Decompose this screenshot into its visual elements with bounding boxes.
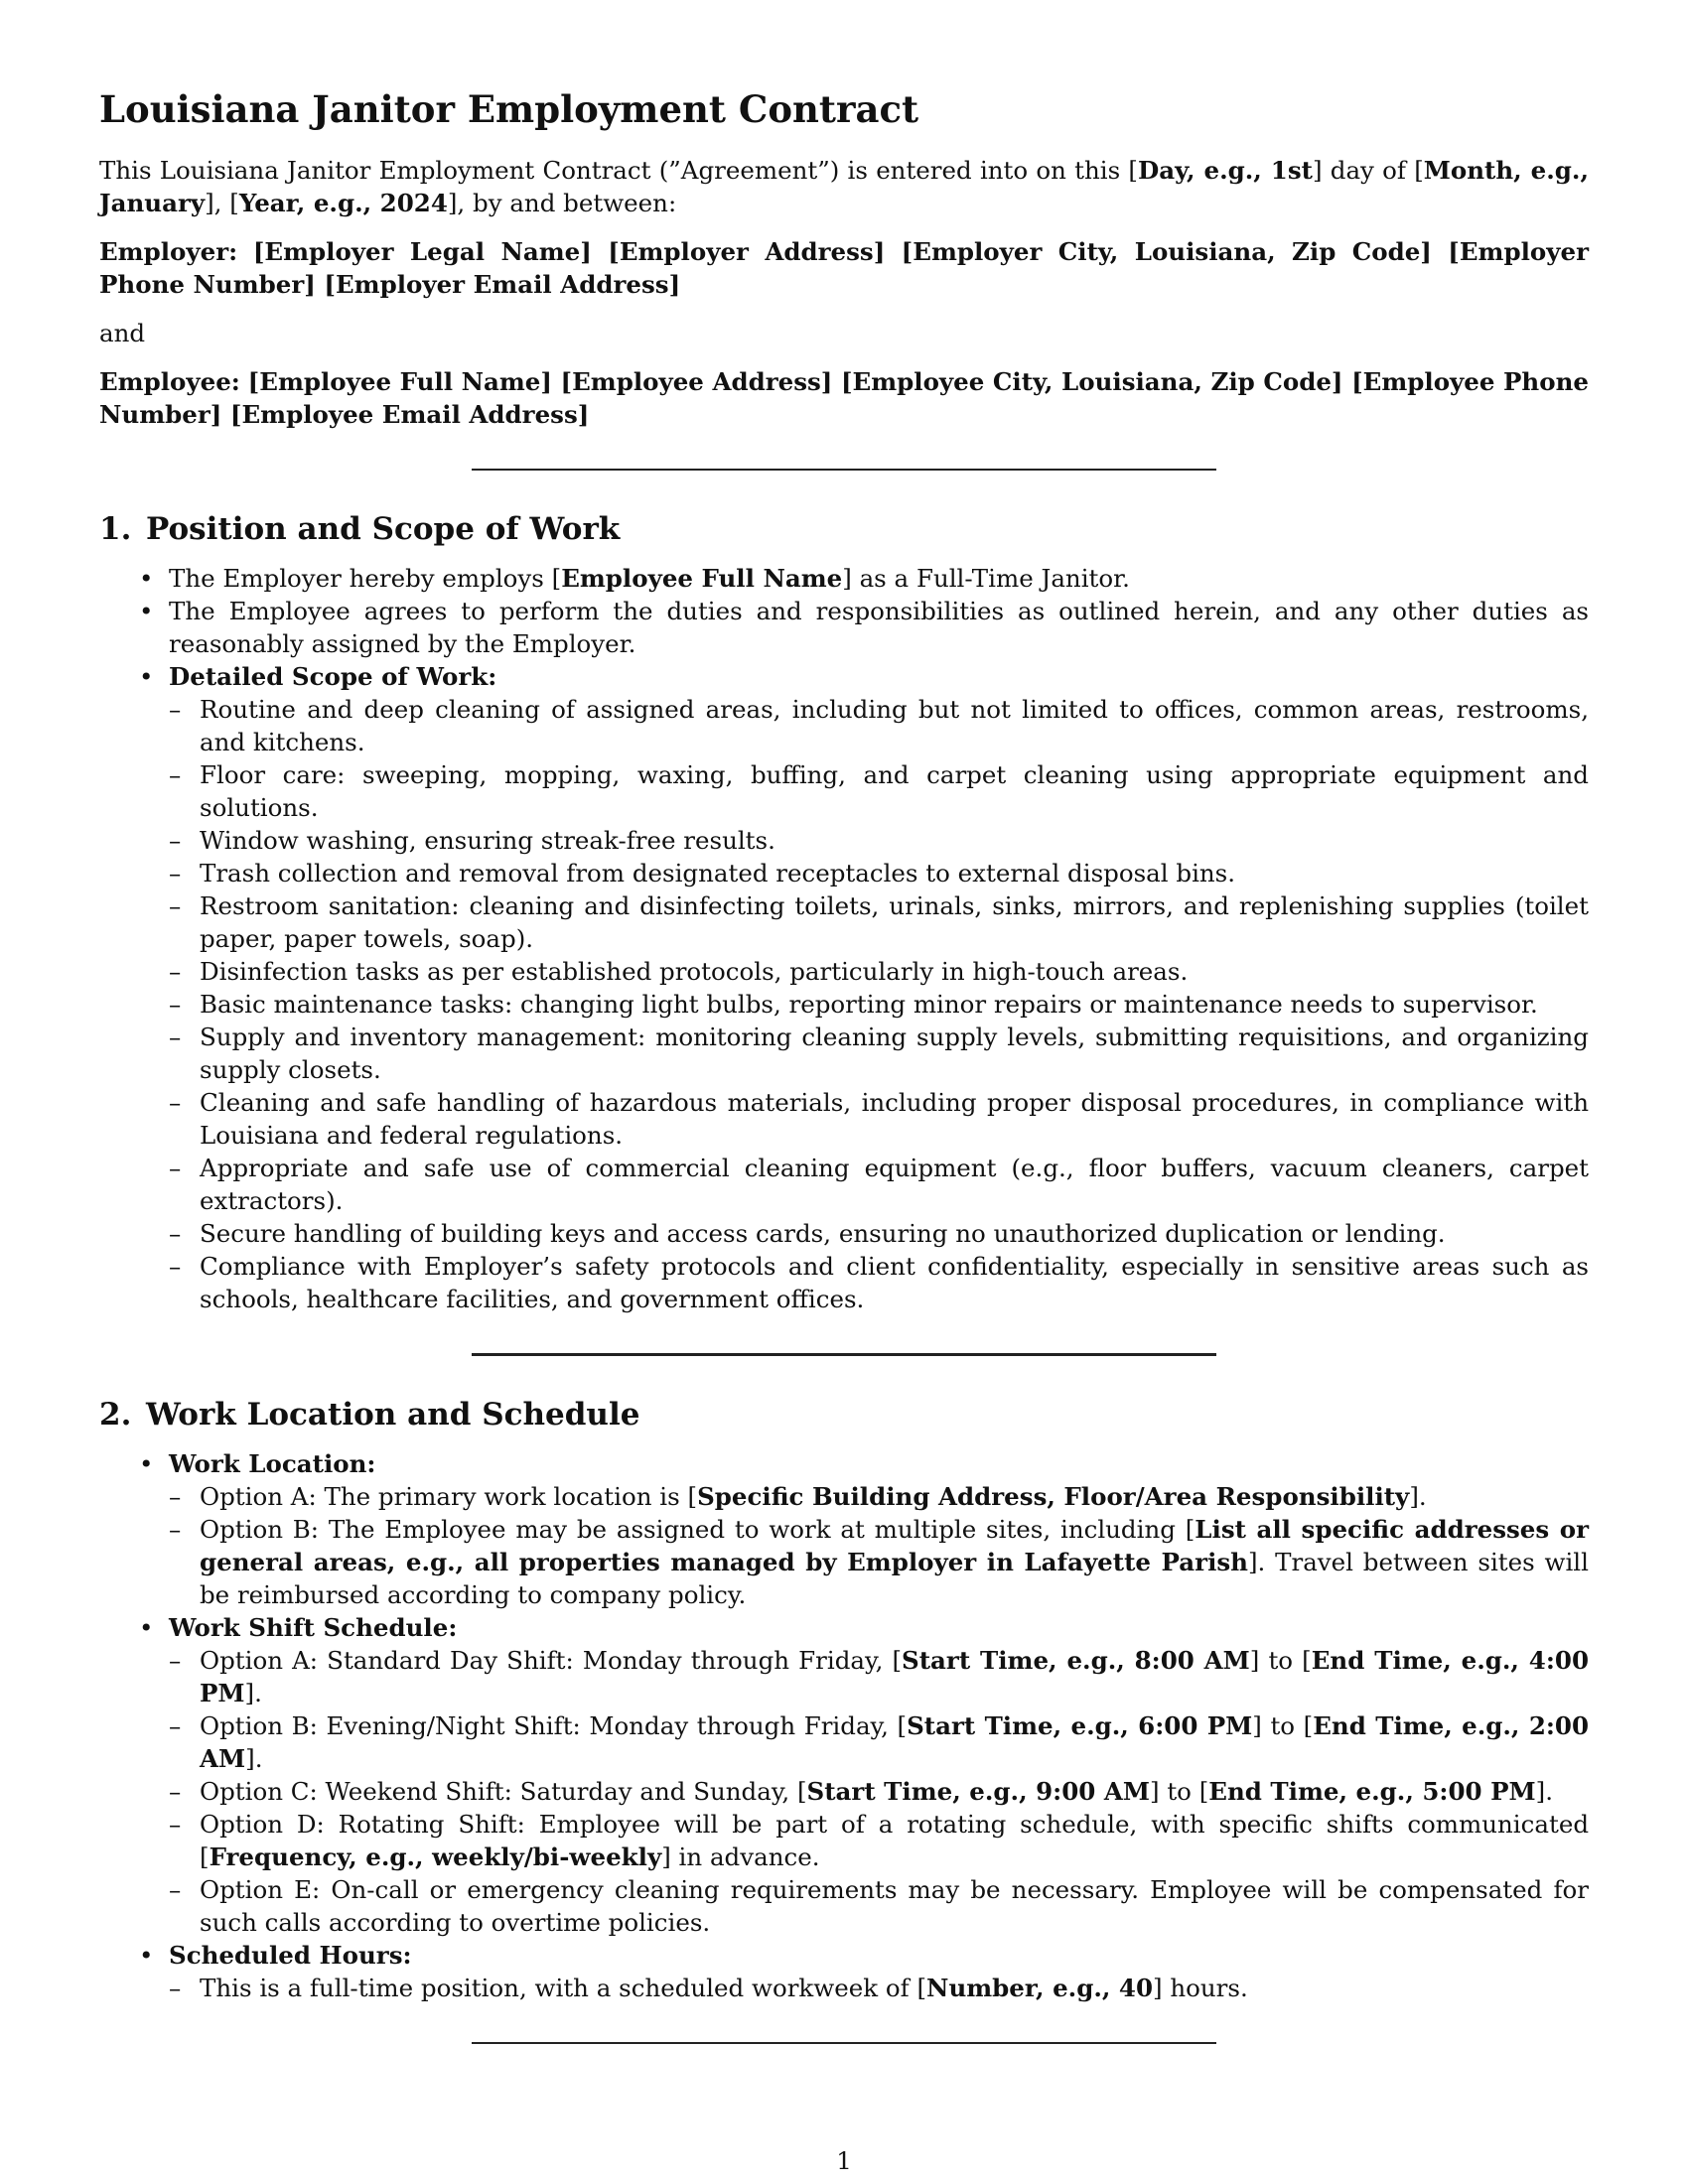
intro-paragraph: This Louisiana Janitor Employment Contract (”Agreement”) is entered into on this [Day, e.g., 1st] day of [Month, e.g., January], [Year, e.g., 2024], by and between: bbox=[99, 156, 1589, 217]
year-placeholder: Year, e.g., 2024 bbox=[238, 189, 448, 217]
scheduled-hours-list bbox=[169, 1972, 1589, 2004]
list-item: • The Employee agrees to perform the duties and responsibilities as outlined herein, and any other duties as reasonably assigned by the Employer. bbox=[99, 595, 1589, 660]
employee-label: Employee: bbox=[99, 367, 240, 396]
scheduled-hours-label: Scheduled Hours: bbox=[169, 1941, 412, 1970]
section-divider bbox=[472, 1353, 1216, 1356]
list-item: – Floor care: sweeping, mopping, waxing, buffing, and carpet cleaning using appropriate equipment and solutions. bbox=[139, 758, 1589, 824]
section-2-heading: 2. Work Location and Schedule bbox=[99, 1397, 640, 1433]
list-item: – Restroom sanitation: cleaning and disinfecting toilets, urinals, sinks, mirrors, and replenishing supplies (toilet paper, paper towels, soap). bbox=[139, 889, 1589, 955]
employee-fields: [Employee Full Name] [Employee Address] [Employee City, Louisiana, Zip Code] [Employee Phone Number] [Employee Email Address] bbox=[99, 367, 1589, 429]
section-1-heading: 1. Position and Scope of Work bbox=[99, 511, 621, 547]
list-item: – Option C: Weekend Shift: Saturday and Sunday, [Start Time, e.g., 9:00 AM] to [End Time, e.g., 5:00 PM]. bbox=[139, 1775, 1589, 1808]
work-location-label: Work Location: bbox=[169, 1449, 376, 1478]
list-item: – Routine and deep cleaning of assigned areas, including but not limited to offices, common areas, restrooms, and kitchens. bbox=[139, 693, 1589, 758]
list-item: • The Employer hereby employs [Employee Full Name] as a Full-Time Janitor. bbox=[99, 562, 1589, 595]
list-item bbox=[99, 660, 1589, 1315]
scope-of-work-label: Detailed Scope of Work: bbox=[169, 662, 497, 691]
list-item: – Appropriate and safe use of commercial cleaning equipment (e.g., floor buffers, vacuum cleaners, carpet extractors). bbox=[139, 1152, 1589, 1217]
list-item: – Window washing, ensuring streak-free results. bbox=[139, 824, 1589, 857]
section-divider bbox=[472, 469, 1216, 471]
list-item: – Cleaning and safe handling of hazardous materials, including proper disposal procedures, in compliance with Louisiana and federal regulations. bbox=[139, 1086, 1589, 1152]
list-item: – Supply and inventory management: monitoring cleaning supply levels, submitting requisitions, and organizing supply closets. bbox=[139, 1021, 1589, 1086]
section-2-list bbox=[99, 1447, 1589, 2004]
day-placeholder: Day, e.g., 1st bbox=[1138, 156, 1313, 185]
list-item: – Option A: The primary work location is [Specific Building Address, Floor/Area Responsibility]. bbox=[139, 1480, 1589, 1513]
list-item: – Option B: The Employee may be assigned to work at multiple sites, including [List all specific addresses or general areas, e.g., all properties managed by Employer in Lafayette Parish]. Travel between sites will be reimbursed according to company policy. bbox=[139, 1513, 1589, 1611]
work-shift-list bbox=[169, 1644, 1589, 1939]
section-divider bbox=[472, 2042, 1216, 2044]
employer-block bbox=[99, 235, 1589, 301]
list-item: – Option B: Evening/Night Shift: Monday through Friday, [Start Time, e.g., 6:00 PM] to [End Time, e.g., 2:00 AM]. bbox=[139, 1709, 1589, 1775]
work-shift-label: Work Shift Schedule: bbox=[169, 1613, 458, 1642]
list-item: – Option D: Rotating Shift: Employee will be part of a rotating schedule, with specific shifts communicated [Frequency, e.g., weekly/bi-weekly] in advance. bbox=[139, 1808, 1589, 1873]
list-item: – Secure handling of building keys and access cards, ensuring no unauthorized duplication or lending. bbox=[139, 1217, 1589, 1250]
employer-label: Employer: bbox=[99, 237, 238, 266]
list-item bbox=[99, 1447, 1589, 1611]
list-item: – Basic maintenance tasks: changing light bulbs, reporting minor repairs or maintenance needs to supervisor. bbox=[139, 988, 1589, 1021]
work-location-list bbox=[169, 1480, 1589, 1611]
employer-fields: [Employer Legal Name] [Employer Address] [Employer City, Louisiana, Zip Code] [Employer Phone Number] [Employer Email Address] bbox=[99, 237, 1589, 299]
and-text: and bbox=[99, 319, 146, 347]
list-item: – Option A: Standard Day Shift: Monday through Friday, [Start Time, e.g., 8:00 AM] to [End Time, e.g., 4:00 PM]. bbox=[139, 1644, 1589, 1709]
employee-block bbox=[99, 365, 1589, 431]
list-item bbox=[99, 1611, 1589, 1939]
page-number: 1 bbox=[836, 2146, 852, 2175]
list-item bbox=[99, 1939, 1589, 2004]
scope-of-work-list bbox=[169, 693, 1589, 1315]
list-item: – Trash collection and removal from designated receptacles to external disposal bins. bbox=[139, 857, 1589, 889]
section-1-list bbox=[99, 562, 1589, 1315]
list-item: – Compliance with Employer’s safety protocols and client confidentiality, especially in sensitive areas such as schools, healthcare facilities, and government offices. bbox=[139, 1250, 1589, 1315]
document-title: Louisiana Janitor Employment Contract bbox=[99, 87, 919, 131]
list-item: – Disinfection tasks as per established protocols, particularly in high-touch areas. bbox=[139, 955, 1589, 988]
list-item: – Option E: On-call or emergency cleaning requirements may be necessary. Employee will be compensated for such calls according to overtime policies. bbox=[139, 1873, 1589, 1939]
month-placeholder: Month, e.g., January bbox=[99, 156, 1589, 217]
document-content bbox=[99, 84, 1589, 2082]
list-item: – This is a full-time position, with a scheduled workweek of [Number, e.g., 40] hours. bbox=[139, 1972, 1589, 2004]
